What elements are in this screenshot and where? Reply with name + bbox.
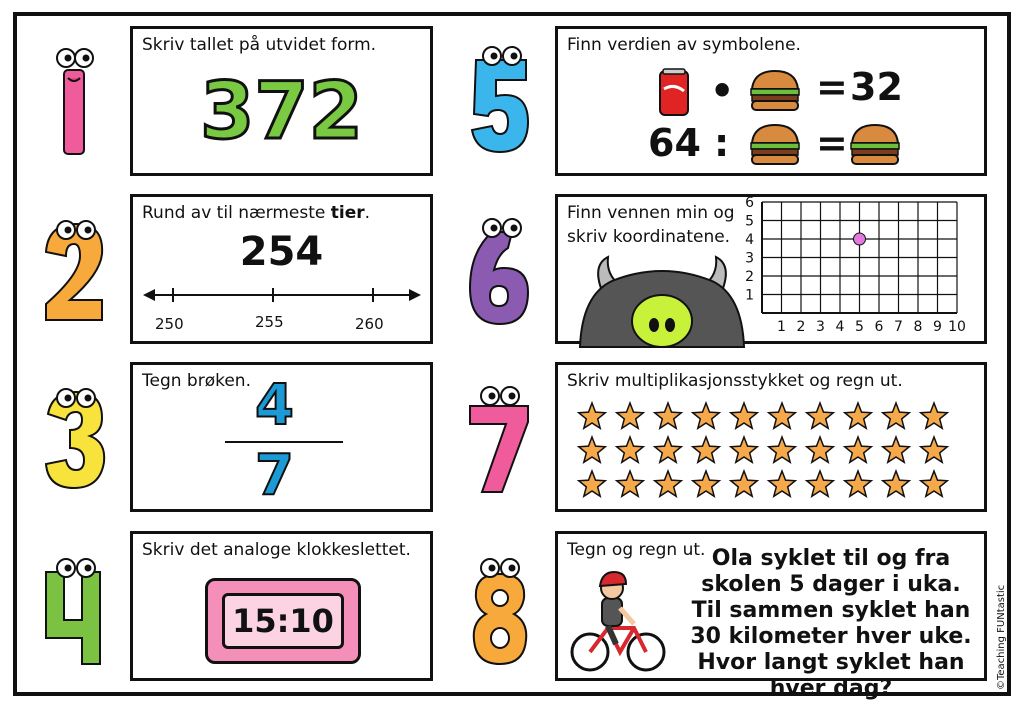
task-3-box: [130, 362, 433, 512]
grid-x-label: 2: [796, 319, 806, 335]
task-8-story: Ola syklet til og fra skolen 5 dager i uka. Til sammen syklet han 30 kilometer hver uke. Hvor langt syklet han hver dag?: [690, 546, 972, 701]
number-1-character: [40, 40, 110, 160]
number-line-label-255: 255: [255, 313, 284, 331]
fraction-numerator: 4: [255, 373, 294, 438]
star-icon: [617, 403, 644, 428]
task-6-box: [555, 194, 987, 344]
grid-x-label: 9: [933, 319, 942, 335]
star-icon: [731, 403, 758, 428]
star-icon: [579, 471, 606, 496]
task-4-prompt: Skriv det analoge klokkeslettet.: [142, 540, 411, 560]
grid-x-label: 5: [855, 319, 864, 335]
task-6-prompt-line2: skriv koordinatene.: [567, 227, 731, 247]
star-icon: [655, 471, 682, 496]
number-3-character: [38, 378, 114, 496]
eq1-equals: =: [816, 65, 848, 109]
star-icon: [693, 403, 720, 428]
number-line-label-260: 260: [355, 315, 384, 333]
task-8-box: [555, 531, 987, 701]
number-4-character: [38, 552, 114, 670]
task-5-box: [555, 26, 987, 176]
task-1-box: [130, 26, 433, 176]
task-2-prompt-bold: tier: [330, 203, 365, 223]
star-icon: [693, 437, 720, 462]
digital-clock: [205, 578, 361, 664]
grid-x-label: 6: [874, 319, 884, 335]
eq2-left: 64: [648, 121, 701, 165]
task-4-box: [130, 531, 433, 681]
soda-can-icon: [658, 67, 690, 119]
number-8-character: [462, 552, 538, 670]
grid-x-label: 1: [777, 319, 786, 335]
star-icon: [579, 437, 606, 462]
star-icon: [731, 437, 758, 462]
task-2-prompt: [142, 203, 370, 223]
eq2-operator: :: [714, 121, 730, 165]
monster-icon: [572, 255, 752, 345]
coordinate-grid: [738, 195, 984, 341]
task-5-prompt: Finn verdien av symbolene.: [567, 35, 801, 55]
burger-icon: [748, 69, 802, 113]
star-icon: [883, 471, 910, 496]
grid-x-label: 7: [894, 319, 903, 335]
star-icon: [617, 437, 644, 462]
digital-clock-screen: [222, 593, 344, 649]
star-icon: [655, 437, 682, 462]
task-1-number: 372: [200, 67, 363, 157]
number-7-character: [462, 380, 538, 498]
grid-x-label: 4: [835, 319, 845, 335]
task-2-prompt-text: Rund av til nærmeste: [142, 203, 331, 223]
task-3-prompt: Tegn brøken.: [142, 371, 251, 391]
task-7-prompt: Skriv multiplikasjonsstykket og regn ut.: [567, 371, 903, 391]
number-line: [143, 285, 423, 305]
star-icon: [655, 403, 682, 428]
grid-y-label: 5: [745, 213, 754, 230]
number-6-character: [462, 212, 538, 330]
task-1-prompt: Skriv tallet på utvidet form.: [142, 35, 377, 55]
star-icon: [769, 437, 796, 462]
star-icon: [845, 437, 872, 462]
number-5-character: [466, 40, 536, 158]
star-icon: [921, 471, 948, 496]
star-icon: [807, 403, 834, 428]
star-icon: [883, 403, 910, 428]
star-icon: [693, 471, 720, 496]
task-2-box: [130, 194, 433, 344]
eq1-operator: •: [710, 69, 735, 113]
task-7-box: [555, 362, 987, 512]
copyright-credit: ©Teaching FUNtastic: [996, 584, 1007, 690]
grid-y-label: 3: [745, 250, 754, 267]
grid-y-label: 6: [745, 195, 754, 211]
burger-icon: [848, 123, 902, 167]
task-2-prompt-end: .: [364, 203, 371, 223]
star-icon: [845, 471, 872, 496]
grid-y-label: 2: [745, 269, 754, 285]
digital-clock-time: 15:10: [232, 602, 334, 640]
friend-monster-marker: [854, 233, 866, 245]
eq2-equals: =: [816, 121, 848, 165]
star-icon: [921, 437, 948, 462]
star-icon: [579, 403, 606, 428]
eq1-result: 32: [850, 65, 903, 109]
task-8-prompt: Tegn og regn ut.: [567, 540, 706, 560]
grid-x-label: 10: [948, 319, 966, 335]
star-icon: [731, 471, 758, 496]
number-line-label-250: 250: [155, 315, 184, 333]
star-icon: [807, 437, 834, 462]
cyclist-icon: [568, 568, 668, 674]
grid-y-label: 4: [745, 232, 754, 248]
star-icon: [769, 403, 796, 428]
star-icon: [807, 471, 834, 496]
grid-x-label: 8: [913, 319, 923, 335]
task-6-prompt-line1: Finn vennen min og: [567, 203, 735, 223]
star-icon: [883, 437, 910, 462]
star-icon: [921, 403, 948, 428]
number-2-character: [36, 212, 116, 330]
star-icon: [617, 471, 644, 496]
burger-icon: [748, 123, 802, 167]
grid-x-label: 3: [816, 319, 825, 335]
task-2-number: 254: [239, 229, 324, 275]
star-array: [578, 401, 968, 505]
fraction-denominator: 7: [255, 443, 294, 508]
star-icon: [845, 403, 872, 428]
grid-y-label: 1: [745, 287, 754, 304]
star-icon: [769, 471, 796, 496]
